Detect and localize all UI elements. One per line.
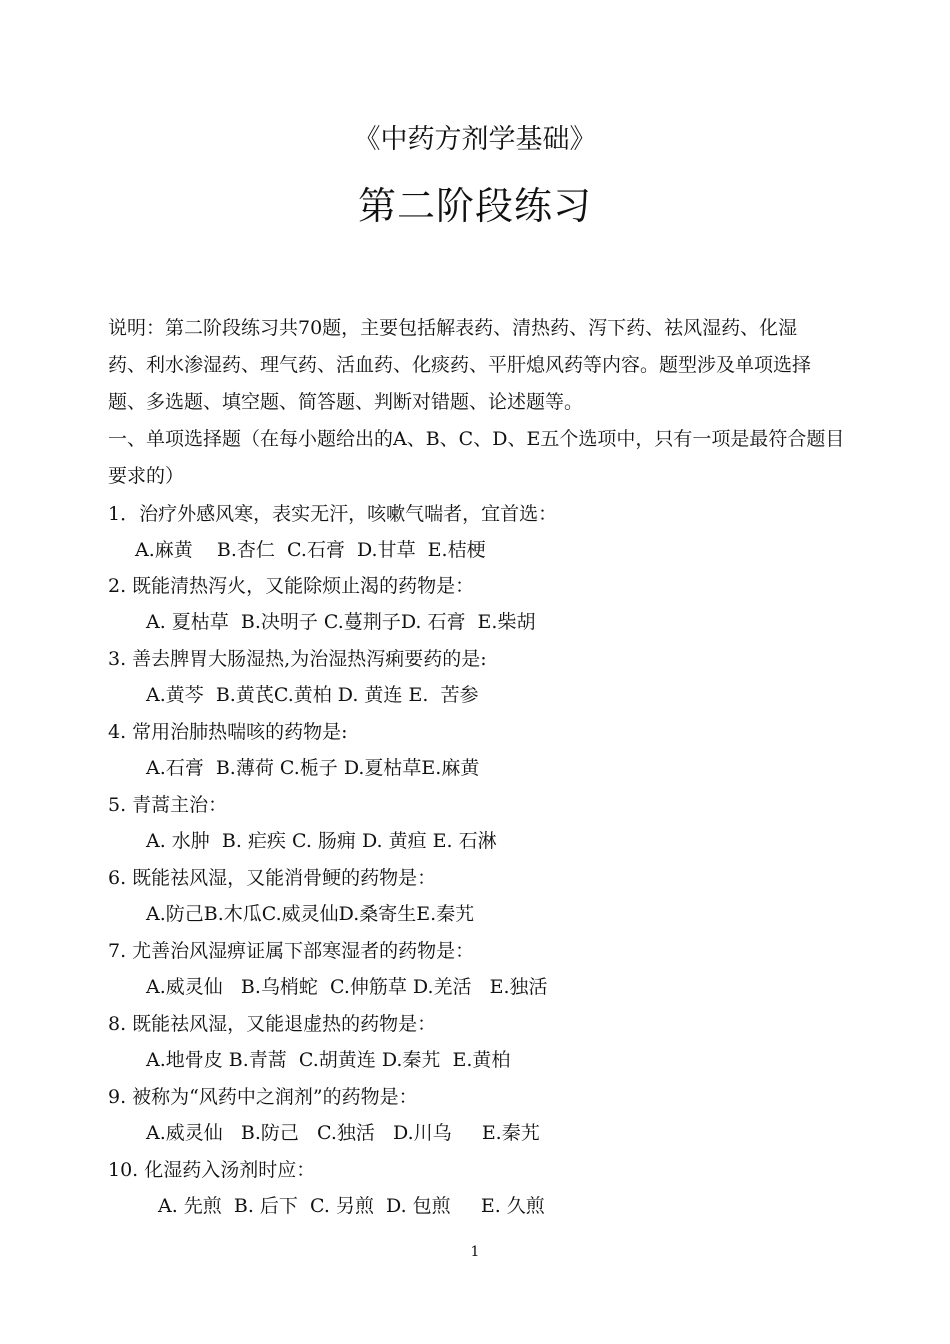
document-subtitle: 第二阶段练习 [357, 184, 592, 228]
question-options: A. 水肿 B. 疟疾 C. 肠痈 D. 黄疸 E. 石淋 [146, 830, 497, 852]
question-options: A.威灵仙 B.乌梢蛇 C.伸筋草 D.羌活 E.独活 [146, 976, 548, 998]
question-options: A.防己B.木瓜C.威灵仙D.桑寄生E.秦艽 [146, 903, 475, 925]
question-stem: 2. 既能清热泻火，又能除烦止渴的药物是： [108, 575, 475, 597]
question-stem: 8. 既能祛风湿，又能退虚热的药物是： [108, 1013, 437, 1035]
intro-line: 药、利水渗湿药、理气药、活血药、化痰药、平肝熄风药等内容。题型涉及单项选择 [108, 354, 812, 376]
question-options: A.地骨皮 B.青蒿 C.胡黄连 D.秦艽 E.黄柏 [146, 1049, 511, 1071]
section-heading: 一、单项选择题（在每小题给出的A、B、C、D、E五个选项中，只有一项是最符合题目 [108, 428, 845, 450]
section-heading: 要求的） [108, 465, 185, 487]
question-stem: 3. 善去脾胃大肠湿热,为治湿热泻痢要药的是: [108, 648, 487, 670]
question-stem: 9. 被称为“风药中之润剂”的药物是： [108, 1086, 418, 1108]
question-options: A.麻黄 B.杏仁 C.石膏 D.甘草 E.桔梗 [135, 539, 486, 561]
question-options: A.黄芩 B.黄芪C.黄柏 D. 黄连 E. 苦参 [146, 684, 479, 706]
page-number: 1 [470, 1244, 480, 1260]
question-stem: 10. 化湿药入汤剂时应： [108, 1159, 316, 1181]
question-options: A. 夏枯草 B.决明子 C.蔓荆子D. 石膏 E.柴胡 [146, 611, 536, 633]
question-options: A.威灵仙 B.防己 C.独活 D.川乌 E.秦艽 [146, 1122, 540, 1144]
question-stem: 6. 既能祛风湿，又能消骨鲠的药物是： [108, 867, 437, 889]
intro-line: 说明：第二阶段练习共70题，主要包括解表药、清热药、泻下药、祛风湿药、化湿 [108, 317, 798, 339]
document-title: 《中药方剂学基础》 [353, 124, 597, 155]
question-stem: 4. 常用治肺热喘咳的药物是: [108, 721, 348, 743]
intro-line: 题、多选题、填空题、简答题、判断对错题、论述题等。 [108, 391, 584, 413]
question-stem: 7. 尤善治风湿痹证属下部寒湿者的药物是： [108, 940, 475, 962]
question-options: A. 先煎 B. 后下 C. 另煎 D. 包煎 E. 久煎 [158, 1195, 545, 1217]
question-stem: 5. 青蒿主治： [108, 794, 228, 816]
question-stem: 1．治疗外感风寒，表实无汗，咳嗽气喘者，宜首选： [108, 503, 558, 525]
question-options: A.石膏 B.薄荷 C.栀子 D.夏枯草E.麻黄 [146, 757, 480, 779]
